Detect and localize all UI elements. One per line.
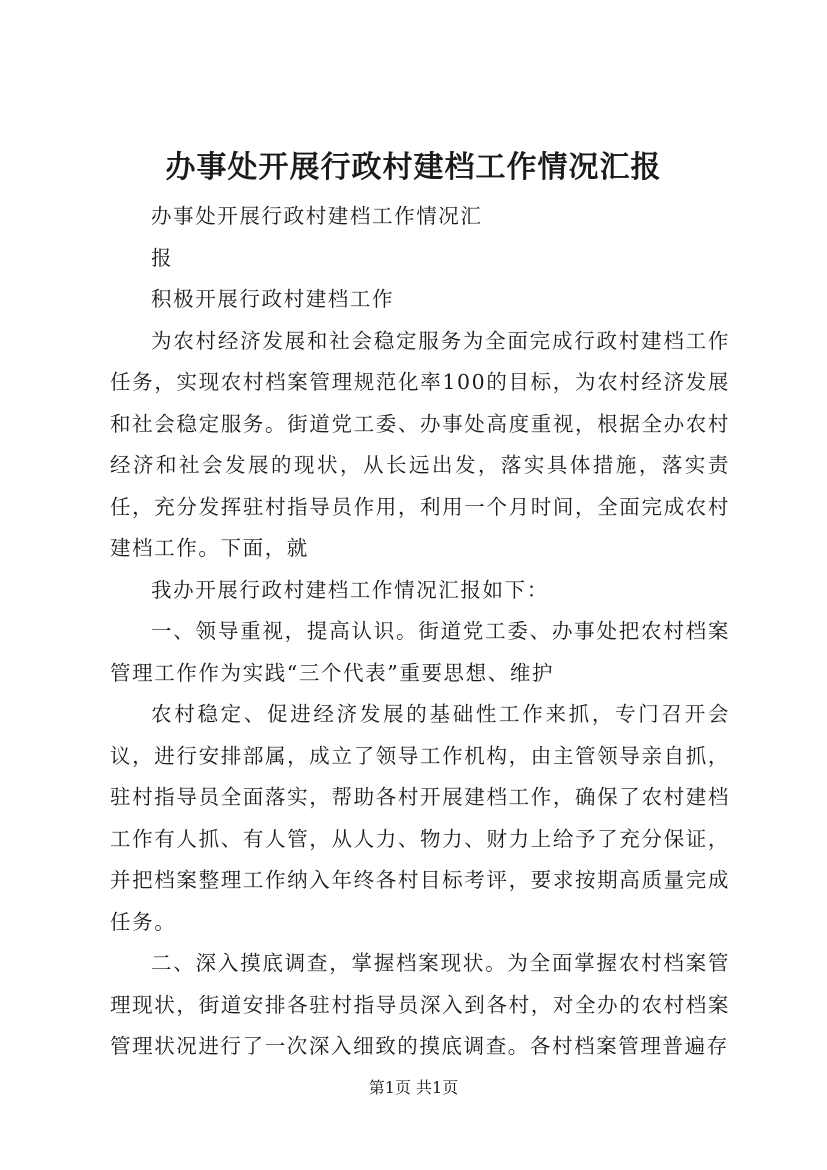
page-footer	[0, 1078, 827, 1098]
subtitle-line-1: 办事处开展行政村建档工作情况汇	[151, 204, 483, 228]
paragraph-point-2: 二、深入摸底调查，掌握档案现状。为全面掌握农村档案管理现状，街道安排各驻村指导员深入到各村，对全办的农村档案管理状况进行了一次深入细致的摸底调查。各村档案管理普遍存	[110, 951, 730, 1058]
subtitle-line-2: 报	[151, 245, 174, 270]
paragraph-point-1-start: 一、领导重视，提高认识。街道党工委、办事处把农村档案管理工作作为实践“三个代表”重要思想、维护	[110, 619, 730, 685]
paragraph-intro: 为农村经济发展和社会稳定服务为全面完成行政村建档工作任务，实现农村档案管理规范化率100的目标，为农村经济发展和社会稳定服务。街道党工委、办事处高度重视，根据全办农村经济和社会发展的现状，从长远出发，落实具体措施，落实责任，充分发挥驻村指导员作用，利用一个月时间，全面完成农村建档工作。下面，就	[110, 328, 730, 560]
page-number-label: 第1页 共1页	[368, 1078, 459, 1097]
document-title: 办事处开展行政村建档工作情况汇报	[165, 150, 662, 185]
paragraph-lead-in: 我办开展行政村建档工作情况汇报如下：	[151, 577, 549, 602]
document-body	[110, 196, 730, 1068]
section-heading: 积极开展行政村建档工作	[151, 287, 395, 311]
paragraph-point-1-continued: 农村稳定、促进经济发展的基础性工作来抓，专门召开会议，进行安排部属，成立了领导工作机构，由主管领导亲自抓，驻村指导员全面落实，帮助各村开展建档工作，确保了农村建档工作有人抓、有人管，从人力、物力、财力上给予了充分保证，并把档案整理工作纳入年终各村目标考评，要求按期高质量完成任务。	[110, 702, 730, 934]
